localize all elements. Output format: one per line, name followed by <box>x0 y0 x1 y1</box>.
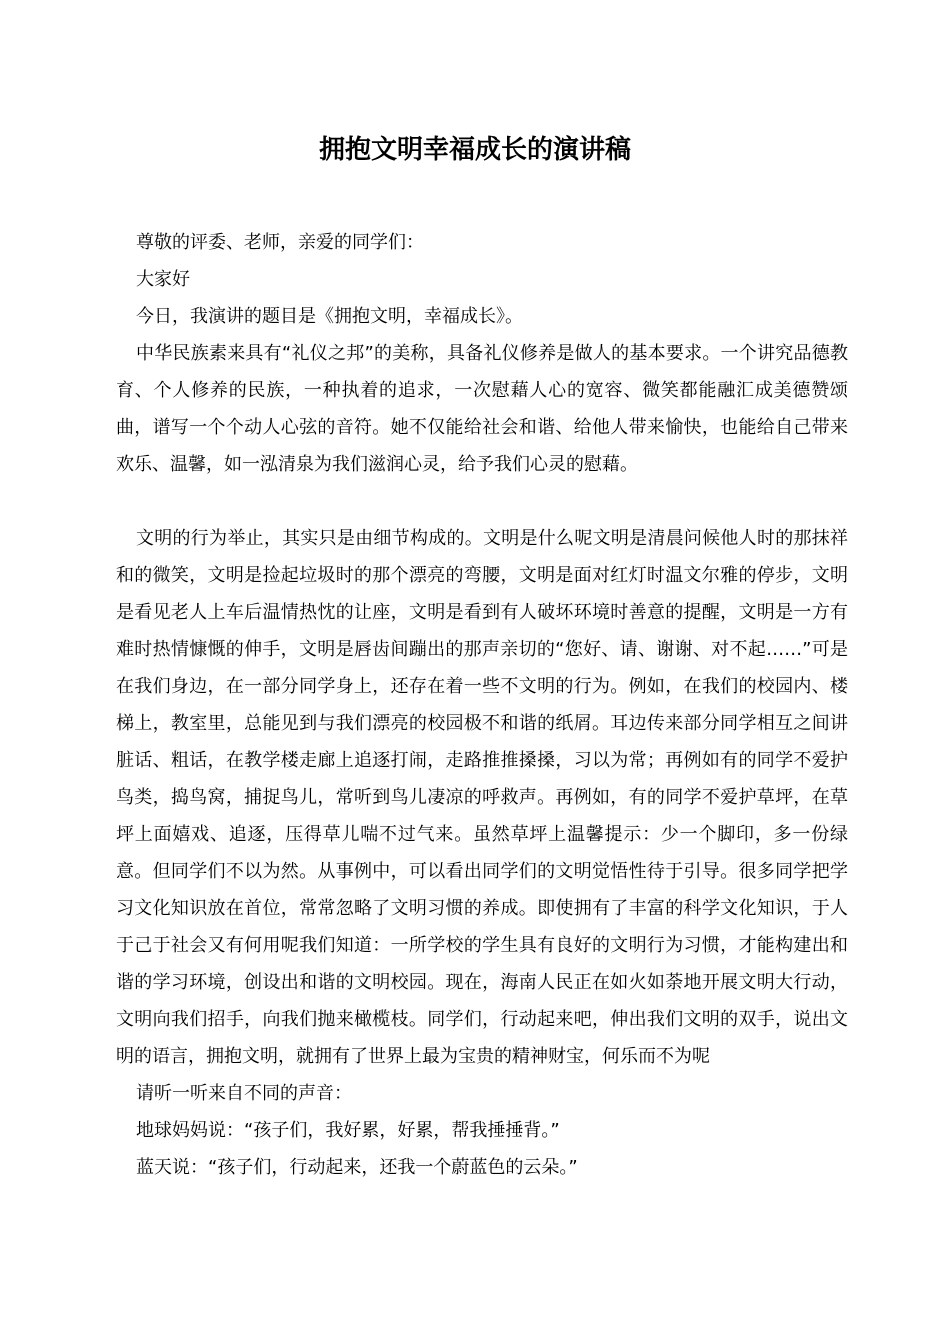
paragraph-earth-mother: 地球妈妈说：“孩子们，我好累，好累，帮我捶捶背。” <box>136 1120 560 1141</box>
paragraph-listen: 请听一听来自不同的声音： <box>136 1083 352 1104</box>
paragraph-greeting: 大家好 <box>136 269 190 290</box>
paragraph-gap <box>116 483 848 520</box>
paragraph-topic: 今日，我演讲的题目是《拥抱文明，幸福成长》。 <box>136 306 523 327</box>
document-title: 拥抱文明幸福成长的演讲稿 <box>318 135 631 165</box>
paragraph-civilized-behavior: 文明的行为举止，其实只是由细节构成的。文明是什么呢文明是清晨问候他人时的那抹祥和的微笑，文明是捡起垃圾时的那个漂亮的弯腰，文明是面对红灯时温文尔雅的停步，文明是看见老人上车后温情热忱的让座，文明是看到有人破坏环境时善意的提醒，文明是一方有难时热情慷慨的伸手，文明是唇齿间蹦出的那声亲切的“您好、请、谢谢、对不起……”可是在我们身边，在一部分同学身上，还存在着一些不文明的行为。例如，在我们的校园内、楼梯上，教室里，总能见到与我们漂亮的校园极不和谐的纸屑。耳边传来部分同学相互之间讲脏话、粗话，在教学楼走廊上追逐打闹，走路推推搡搡，习以为常；再例如有的同学不爱护鸟类，捣鸟窝，捕捉鸟儿，常听到鸟儿凄凉的呼救声。再例如，有的同学不爱护草坪，在草坪上面嬉戏、追逐，压得草儿喘不过气来。虽然草坪上温馨提示：少一个脚印，多一份绿意。但同学们不以为然。从事例中，可以看出同学们的文明觉悟性待于引导。很多同学把学习文化知识放在首位，常常忽略了文明习惯的养成。即使拥有了丰富的科学文化知识，于人于己于社会又有何用呢我们知道：一所学校的学生具有良好的文明行为习惯，才能构建出和谐的学习环境，创设出和谐的文明校园。现在，海南人民正在如火如荼地开展文明大行动，文明向我们招手，向我们抛来橄榄枝。同学们，行动起来吧，伸出我们文明的双手，说出文明的语言，拥抱文明，就拥有了世界上最为宝贵的精神财宝，何乐而不为呢 <box>116 528 848 1067</box>
paragraph-etiquette: 中华民族素来具有“礼仪之邦”的美称，具备礼仪修养是做人的基本要求。一个讲究品德教育、个人修养的民族，一种执着的追求，一次慰藉人心的宽容、微笑都能融汇成美德赞颂曲，谱写一个个动人心弦的音符。她不仅能给社会和谐、给他人带来愉快，也能给自己带来欢乐、温馨，如一泓清泉为我们滋润心灵，给予我们心灵的慰藉。 <box>116 343 848 475</box>
document-body <box>116 224 848 1186</box>
paragraph-salutation: 尊敬的评委、老师，亲爱的同学们： <box>136 232 424 253</box>
paragraph-blue-sky: 蓝天说：“孩子们，行动起来，还我一个蔚蓝色的云朵。” <box>136 1157 578 1178</box>
